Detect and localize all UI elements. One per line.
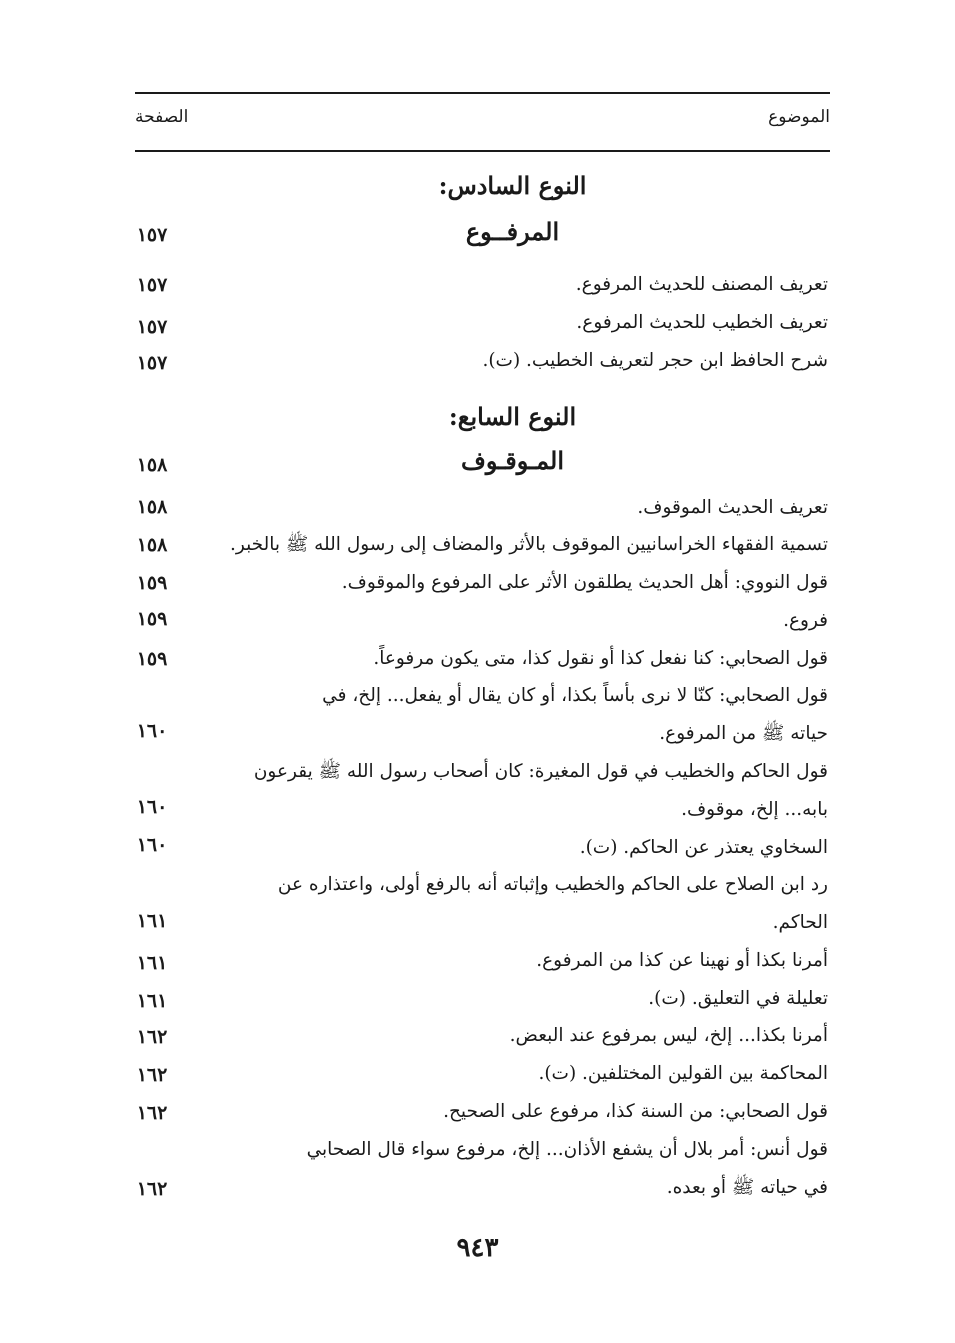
page-number: ١٦٢ — [136, 1102, 168, 1124]
toc-entry-continuation: حياته ﷺ من المرفوع. — [659, 723, 828, 744]
page-number: ١٥٧ — [136, 274, 168, 296]
toc-entry: قول النووي: أهل الحديث يطلقون الأثر على المرفوع والموقوف. — [341, 572, 828, 593]
toc-entry: رد ابن الصلاح على الحاكم والخطيب وإثباته أنه بالرفع أولى، واعتذاره عن — [277, 874, 828, 895]
page-number: ١٦٢ — [136, 1178, 168, 1200]
page-number: ١٥٧ — [136, 352, 168, 374]
section-subtitle: المرفــوع — [465, 217, 560, 246]
toc-entry: أمرنا بكذا أو نهينا عن كذا من المرفوع. — [536, 950, 828, 971]
folio-page-number: ٩٤٣ — [456, 1233, 499, 1263]
page-number: ١٥٨ — [136, 534, 168, 556]
toc-entry: تعريف المصنف للحديث المرفوع. — [575, 274, 828, 295]
toc-entry-continuation: في حياته ﷺ أو بعده. — [666, 1177, 828, 1198]
page-number: ١٦٢ — [136, 1064, 168, 1086]
toc-entry: السخاوي يعتذر عن الحاكم. (ت). — [579, 837, 828, 858]
page-number: ١٦٠ — [136, 834, 168, 856]
page-number: ١٥٧ — [136, 316, 168, 338]
section-title: النوع السادس: — [438, 171, 587, 200]
page-number: ١٦٢ — [136, 1026, 168, 1048]
section-subtitle: المـوقـوف — [460, 446, 565, 475]
toc-entry: تعريف الحديث الموقوف. — [637, 497, 828, 518]
page-number: ١٦٠ — [136, 796, 168, 818]
page-number: ١٦١ — [136, 910, 168, 932]
page-number: ١٥٧ — [136, 224, 168, 246]
toc-entry: شرح الحافظ ابن حجر لتعريف الخطيب. (ت). — [482, 350, 828, 371]
page-number: ١٥٩ — [136, 572, 168, 594]
toc-entry-continuation: بابه... إلخ، موقوف. — [681, 799, 828, 820]
section-title: النوع السابع: — [448, 402, 577, 431]
toc-entry: قول الصحابي: من السنة كذا، مرفوع على الصحيح. — [443, 1101, 828, 1122]
header-page-label: الصفحة — [135, 107, 189, 127]
toc-entry: تعريف الخطيب للحديث المرفوع. — [576, 312, 828, 333]
toc-entry: أمرنا بكذا... إلخ، ليس بمرفوع عند البعض. — [509, 1025, 828, 1046]
toc-entry-continuation: الحاكم. — [772, 912, 828, 933]
page-number: ١٦١ — [136, 952, 168, 974]
page-number: ١٥٩ — [136, 608, 168, 630]
page-number: ١٥٨ — [136, 496, 168, 518]
header-topic-label: الموضوع — [768, 107, 830, 127]
page-header — [135, 92, 830, 152]
page-number: ١٥٨ — [136, 454, 168, 476]
toc-entry: قول الحاكم والخطيب في قول المغيرة: كان أصحاب رسول الله ﷺ يقرعون — [253, 761, 828, 782]
toc-entry: قول الصحابي: كنا نفعل كذا أو نقول كذا، متى يكون مرفوعاً. — [373, 648, 828, 669]
page-number: ١٥٩ — [136, 648, 168, 670]
toc-entry: قول الصحابي: كنّا لا نرى بأساً بكذا، أو كان يقال أو يفعل... إلخ، في — [322, 685, 828, 706]
toc-entry: المحاكمة بين القولين المختلفين. (ت). — [538, 1063, 828, 1084]
page-number: ١٦١ — [136, 990, 168, 1012]
toc-entry: فروع. — [783, 610, 828, 631]
toc-entry: تعليلة في التعليق. (ت). — [648, 988, 828, 1009]
page-number: ١٦٠ — [136, 720, 168, 742]
toc-entry: تسمية الفقهاء الخراسانيين الموقوف بالأثر والمضاف إلى رسول الله ﷺ بالخبر. — [229, 534, 828, 555]
toc-entry: قول أنس: أمر بلال أن يشفع الأذان... إلخ، مرفوع سواء قال الصحابي — [306, 1139, 828, 1160]
